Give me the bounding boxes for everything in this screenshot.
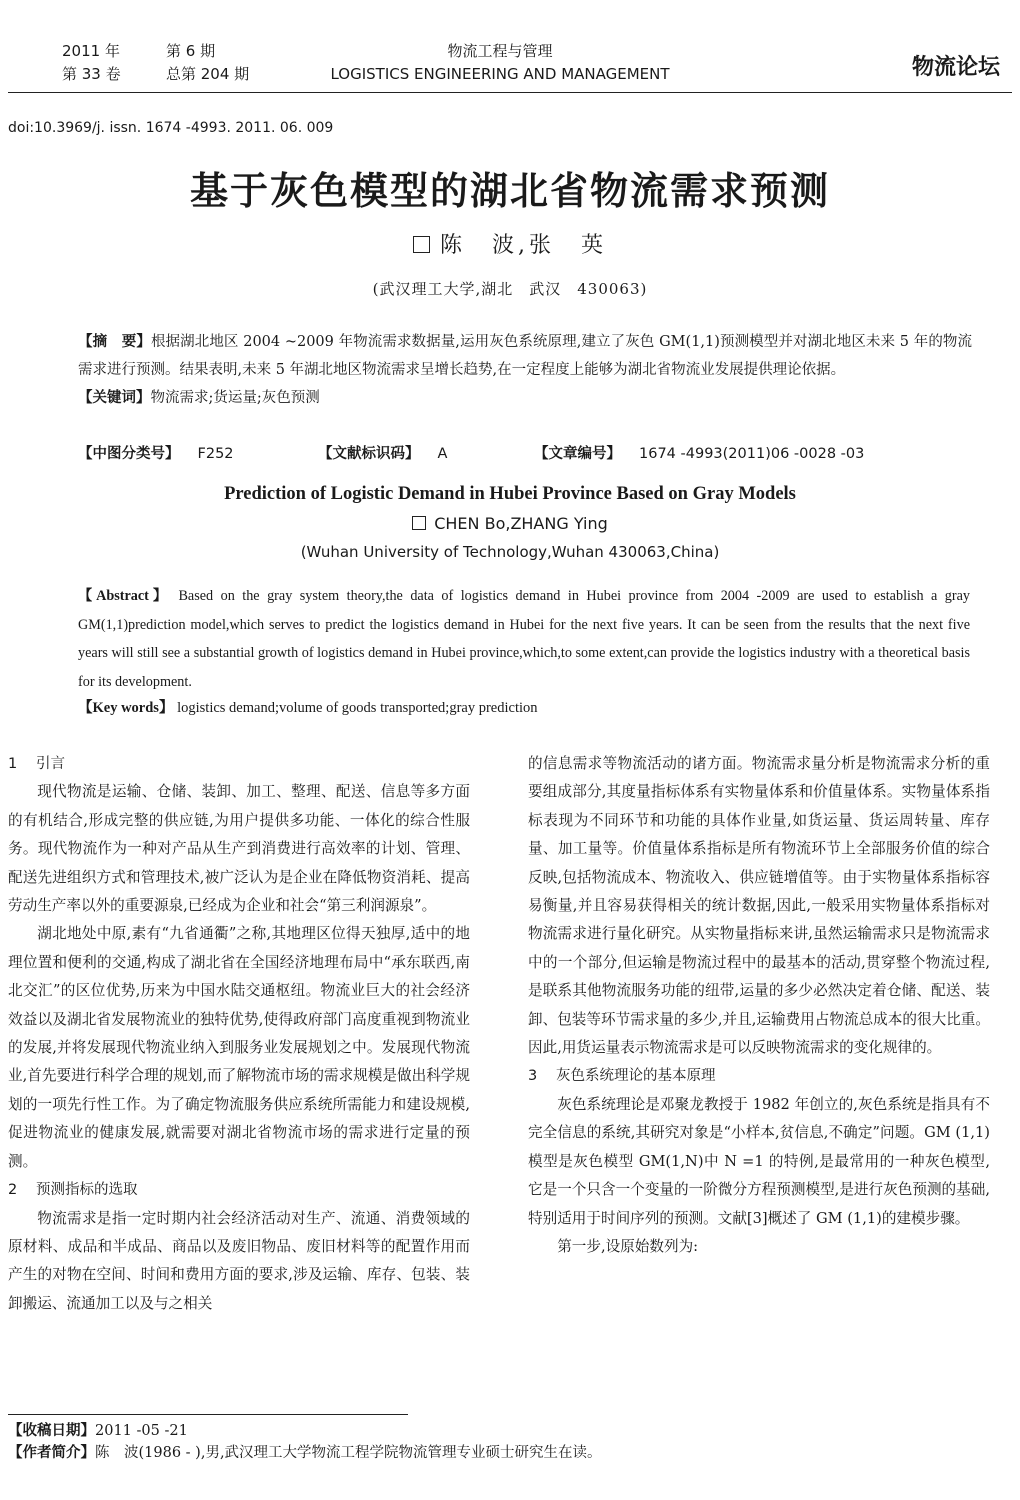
received-label: 【收稿日期】: [8, 1423, 95, 1439]
footnote: [8, 1420, 602, 1464]
doi: doi:10.3969/j. issn. 1674 -4993. 2011. 06. 009: [8, 120, 334, 136]
year: 2011 年: [62, 42, 120, 60]
section-1-paragraph-2: 湖北地处中原,素有“九省通衢”之称,其地理区位得天独厚,适中的地理位置和便利的交通,构成了湖北省在全国经济地理布局中“承东联西,南北交汇”的区位优势,历来为中国水陆交通枢纽。物流业巨大的社会经济效益以及湖北省发展物流业的独特优势,使得政府部门高度重视到物流业的发展,并将发展现代物流业纳入到服务业发展规划之中。发展现代物流业,首先要进行科学合理的规划,而了解物流市场的需求规模是做出科学规划的一项先行性工作。为了确定物流服务供应系统所需能力和建设规模,促进物流业的健康发展,就需要对湖北省物流市场的需求进行定量的预测。: [8, 925, 470, 1170]
author-names-en: CHEN Bo,ZHANG Ying: [434, 514, 608, 533]
paper-title: 基于灰色模型的湖北省物流需求预测: [189, 168, 830, 213]
section-3-number: 3: [528, 1068, 538, 1085]
doc-code-label: 【文献标识码】: [318, 446, 420, 462]
authors: [0, 228, 1020, 259]
section-1-paragraph-1: 现代物流是运输、仓储、装卸、加工、整理、配送、信息等多方面的有机结合,形成完整的供应链,为用户提供多功能、一体化的综合性服务。现代物流作为一种对产品从生产到消费进行高效率的计划、管理、配送先进组织方式和管理技术,被广泛认为是企业在降低物资消耗、提高劳动生产率以外的重要源泉,已经成为企业和社会“第三利润源泉”。: [8, 783, 470, 915]
author-bio: 陈 波(1986 - ),男,武汉理工大学物流工程学院物流管理专业硕士研究生在读。: [95, 1445, 602, 1461]
authors-en: [0, 514, 1020, 533]
keywords-en-text: logistics demand;volume of goods transported;gray prediction: [177, 700, 538, 716]
section-2-title: 预测指标的选取: [36, 1182, 138, 1199]
section-1-title: 引言: [36, 756, 65, 772]
author-bio-label: 【作者简介】: [8, 1445, 95, 1461]
author-names: 陈 波,张 英: [440, 233, 607, 258]
total-issue: 总第 204 期: [166, 65, 250, 83]
abstract-en-text: Based on the gray system theory,the data of logistics demand in Hubei province from 2004 -2009 are used to establish a gray GM(1,1)prediction model,which serves to predict the logistics demand in Hubei for the next five years. It can be seen from the results that the next five years will still see a substantial growth of logistics demand in Hubei province,which,to some extent,can provide the logistics industry with a theoretical basis for its development.: [78, 588, 971, 690]
issue-info: [62, 40, 249, 86]
section-2-number: 2: [8, 1182, 18, 1199]
section-3-heading: [528, 1062, 990, 1090]
abstract-cn-text: 根据湖北地区 2004 ~2009 年物流需求数据量,运用灰色系统原理,建立了灰色 GM(1,1)预测模型并对湖北地区未来 5 年的物流需求进行预测。结果表明,未来 5 年湖北地区物流需求呈增长趋势,在一定程度上能够为湖北省物流业发展提供理论依据。: [78, 334, 973, 378]
doc-code-value: A: [437, 446, 448, 462]
clc-value: F252: [197, 446, 234, 462]
journal-name: [300, 40, 700, 86]
keywords-en: [78, 696, 538, 717]
paper-title-en: Prediction of Logistic Demand in Hubei Province Based on Gray Models: [224, 484, 796, 504]
affiliation-en: (Wuhan University of Technology,Wuhan 430063,China): [300, 543, 720, 561]
journal-name-en: LOGISTICS ENGINEERING AND MANAGEMENT: [330, 65, 670, 83]
box-icon: [412, 516, 426, 530]
body-column-right: [528, 750, 990, 1261]
header-rule: [8, 92, 1012, 93]
abstract-cn: [42, 328, 972, 412]
article-no-value: 1674 -4993(2011)06 -0028 -03: [639, 446, 865, 462]
issue: 第 6 期: [166, 42, 216, 60]
abstract-en: [42, 582, 970, 696]
body-column-left: [8, 750, 470, 1318]
section-1-number: 1: [8, 756, 18, 772]
section-3-title: 灰色系统理论的基本原理: [556, 1068, 716, 1085]
column-name: 物流论坛: [911, 55, 1000, 80]
keywords-cn-text: 物流需求;货运量;灰色预测: [150, 390, 320, 406]
section-3-paragraph-2: 第一步,设原始数列为:: [557, 1237, 699, 1255]
keywords-cn-label: 【关键词】: [78, 390, 151, 406]
section-3-paragraph-1: 灰色系统理论是邓聚龙教授于 1982 年创立的,灰色系统是指具有不完全信息的系统,其研究对象是“小样本,贫信息,不确定”问题。GM (1,1)模型是灰色模型 GM(1,N)中 N =1 的特例,是最常用的一种灰色模型,它是一个只含一个变量的一阶微分方程预测模型,是进行灰色预测的基础,特别适用于时间序列的预测。文献[3]概述了 GM (1,1)的建模步骤。: [528, 1095, 990, 1227]
section-2-paragraph-1: 物流需求是指一定时期内社会经济活动对生产、流通、消费领域的原材料、成品和半成品、商品以及废旧物品、废旧材料等的配置作用而产生的对物在空间、时间和费用方面的要求,涉及运输、库存、包装、装卸搬运、流通加工以及与之相关: [8, 1209, 470, 1312]
journal-name-cn: 物流工程与管理: [447, 42, 553, 60]
section-1-heading: [8, 750, 470, 778]
affiliation: (武汉理工大学,湖北 武汉 430063): [372, 280, 648, 298]
box-icon: [413, 236, 430, 253]
footnote-rule: [8, 1414, 408, 1415]
clc-label: 【中图分类号】: [78, 446, 180, 462]
section-2-paragraph-1-continued: 的信息需求等物流活动的诸方面。物流需求量分析是物流需求分析的重要组成部分,其度量指标体系有实物量体系和价值量体系。实物量体系指标表现为不同环节和功能的具体作业量,如货运量、货运周转量、库存量、加工量等。价值量体系指标是所有物流环节上全部服务价值的综合反映,包括物流成本、物流收入、供应链增值等。由于实物量体系指标容易衡量,并且容易获得相关的统计数据,因此,一般采用实物量体系指标对物流需求进行量化研究。从实物量指标来讲,虽然运输需求只是物流需求中的一个部分,但运输是物流过程中的最基本的活动,贯穿整个物流过程,是联系其他物流服务功能的纽带,运量的多少必然决定着仓储、配送、装卸、包装等环节需求量的多少,并且,运输费用占物流总成本的很大比重。因此,用货运量表示物流需求是可以反映物流需求的变化规律的。: [528, 755, 990, 1057]
volume: 第 33 卷: [62, 65, 121, 83]
received-date: 2011 -05 -21: [95, 1423, 188, 1439]
section-2-heading: [8, 1176, 470, 1204]
keywords-en-label: 【Key words】: [78, 700, 174, 716]
abstract-en-label: 【Abstract】: [78, 588, 171, 604]
abstract-cn-label: 【摘 要】: [78, 334, 151, 350]
article-no-label: 【文章编号】: [534, 446, 621, 462]
